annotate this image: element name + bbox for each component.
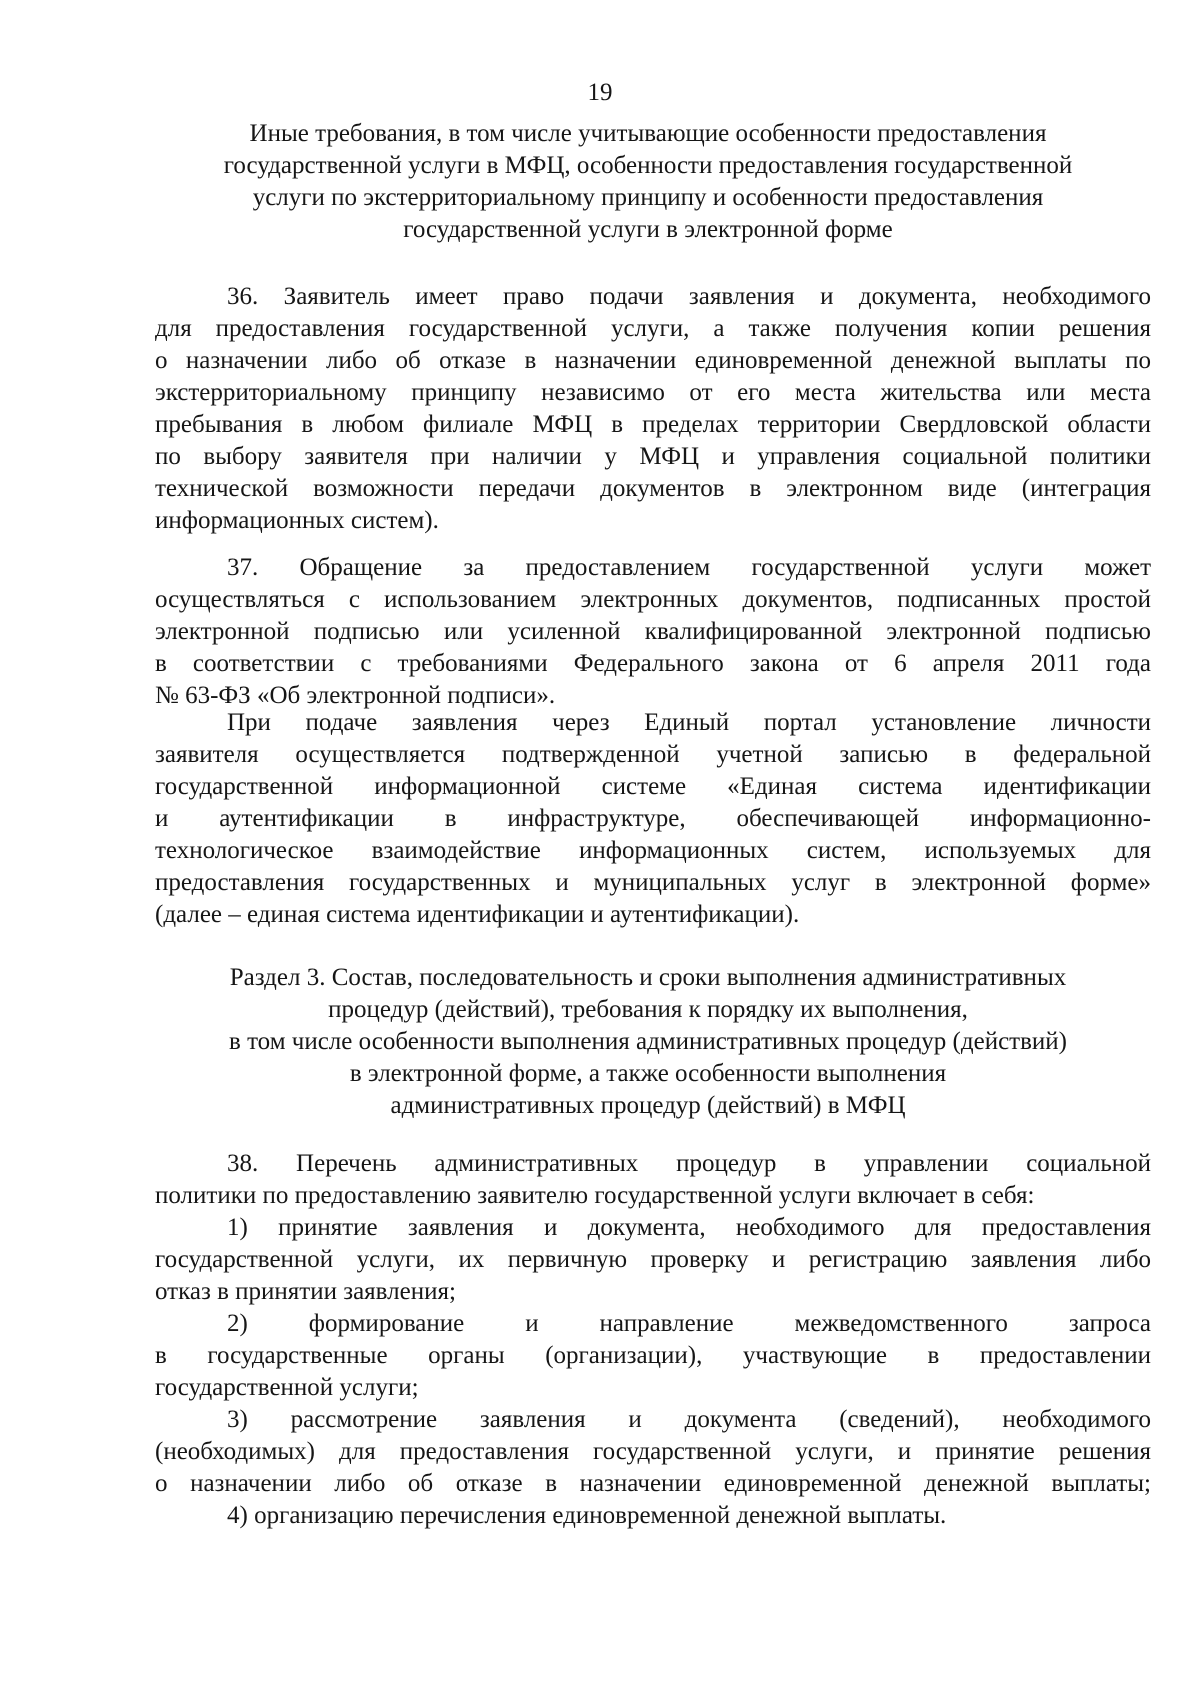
text-line: государственной услуги; (155, 1374, 419, 1401)
paragraph-37-identification (155, 707, 1151, 931)
list-item-1: 1) принятие заявления и документа, необходимого для предоставления (227, 1214, 1151, 1241)
text-line: осуществляться с использованием электронных документов, подписанных простой (155, 586, 1151, 613)
text-line: электронной подписью или усиленной квалифицированной электронной подписью (155, 618, 1151, 645)
text-line: 38. Перечень административных процедур в управлении социальной (227, 1150, 1151, 1177)
text-line: заявителя осуществляется подтвержденной учетной записью в федеральной (155, 741, 1151, 768)
text-line: для предоставления государственной услуги, а также получения копии решения (155, 315, 1151, 342)
heading-line: процедур (действий), требования к порядку их выполнения, (328, 996, 968, 1023)
text-line: в соответствии с требованиями Федерального закона от 6 апреля 2011 года (155, 650, 1151, 677)
text-line: технической возможности передачи документов в электронном виде (интеграция (155, 475, 1151, 502)
paragraph-38 (155, 1148, 1151, 1532)
text-line: технологическое взаимодействие информационных систем, используемых для (155, 837, 1151, 864)
text-line: о назначении либо об отказе в назначении единовременной денежной выплаты; (155, 1470, 1151, 1497)
section-heading-section-3 (150, 962, 1146, 1122)
text-line: предоставления государственных и муниципальных услуг в электронной форме» (155, 869, 1151, 896)
list-item-3: 3) рассмотрение заявления и документа (сведений), необходимого (227, 1406, 1151, 1433)
heading-line: Раздел 3. Состав, последовательность и сроки выполнения административных (229, 964, 1067, 991)
heading-line: государственной услуги в МФЦ, особенности предоставления государственной (223, 152, 1073, 179)
text-line: (далее – единая система идентификации и аутентификации). (155, 901, 800, 928)
paragraph-37 (155, 552, 1151, 712)
text-line: отказ в принятии заявления; (155, 1278, 456, 1305)
page-number: 19 (587, 79, 613, 106)
heading-line: Иные требования, в том числе учитывающие особенности предоставления (249, 120, 1047, 147)
section-heading-other-requirements (150, 118, 1146, 246)
heading-line: в электронной форме, а также особенности выполнения (349, 1060, 947, 1087)
text-line: 36. Заявитель имеет право подачи заявления и документа, необходимого (227, 283, 1151, 310)
heading-line: государственной услуги в электронной форме (403, 216, 893, 243)
text-line: пребывания в любом филиале МФЦ в пределах территории Свердловской области (155, 411, 1151, 438)
text-line: о назначении либо об отказе в назначении единовременной денежной выплаты по (155, 347, 1151, 374)
text-line: экстерриториальному принципу независимо от его места жительства или места (155, 379, 1151, 406)
text-line: (необходимых) для предоставления государственной услуги, и принятие решения (155, 1438, 1151, 1465)
heading-line: в том числе особенности выполнения административных процедур (действий) (229, 1028, 1067, 1055)
text-line: 37. Обращение за предоставлением государственной услуги может (227, 554, 1151, 581)
text-line: политики по предоставлению заявителю государственной услуги включает в себя: (155, 1182, 1035, 1209)
list-item-2: 2) формирование и направление межведомственного запроса (227, 1310, 1151, 1337)
text-line: информационных систем). (155, 507, 439, 534)
paragraph-36 (155, 281, 1151, 537)
text-line: и аутентификации в инфраструктуре, обеспечивающей информационно- (155, 805, 1151, 832)
text-line: государственной услуги, их первичную проверку и регистрацию заявления либо (155, 1246, 1151, 1273)
text-line: государственной информационной системе «Единая система идентификации (155, 773, 1151, 800)
heading-line: услуги по экстерриториальному принципу и особенности предоставления (252, 184, 1044, 211)
list-item-4: 4) организацию перечисления единовременной денежной выплаты. (227, 1502, 947, 1529)
text-line: № 63-ФЗ «Об электронной подписи». (155, 682, 556, 709)
text-line: в государственные органы (организации), участвующие в предоставлении (155, 1342, 1151, 1369)
heading-line: административных процедур (действий) в МФЦ (390, 1092, 906, 1119)
text-line: При подаче заявления через Единый портал установление личности (227, 709, 1151, 736)
text-line: по выбору заявителя при наличии у МФЦ и управления социальной политики (155, 443, 1151, 470)
